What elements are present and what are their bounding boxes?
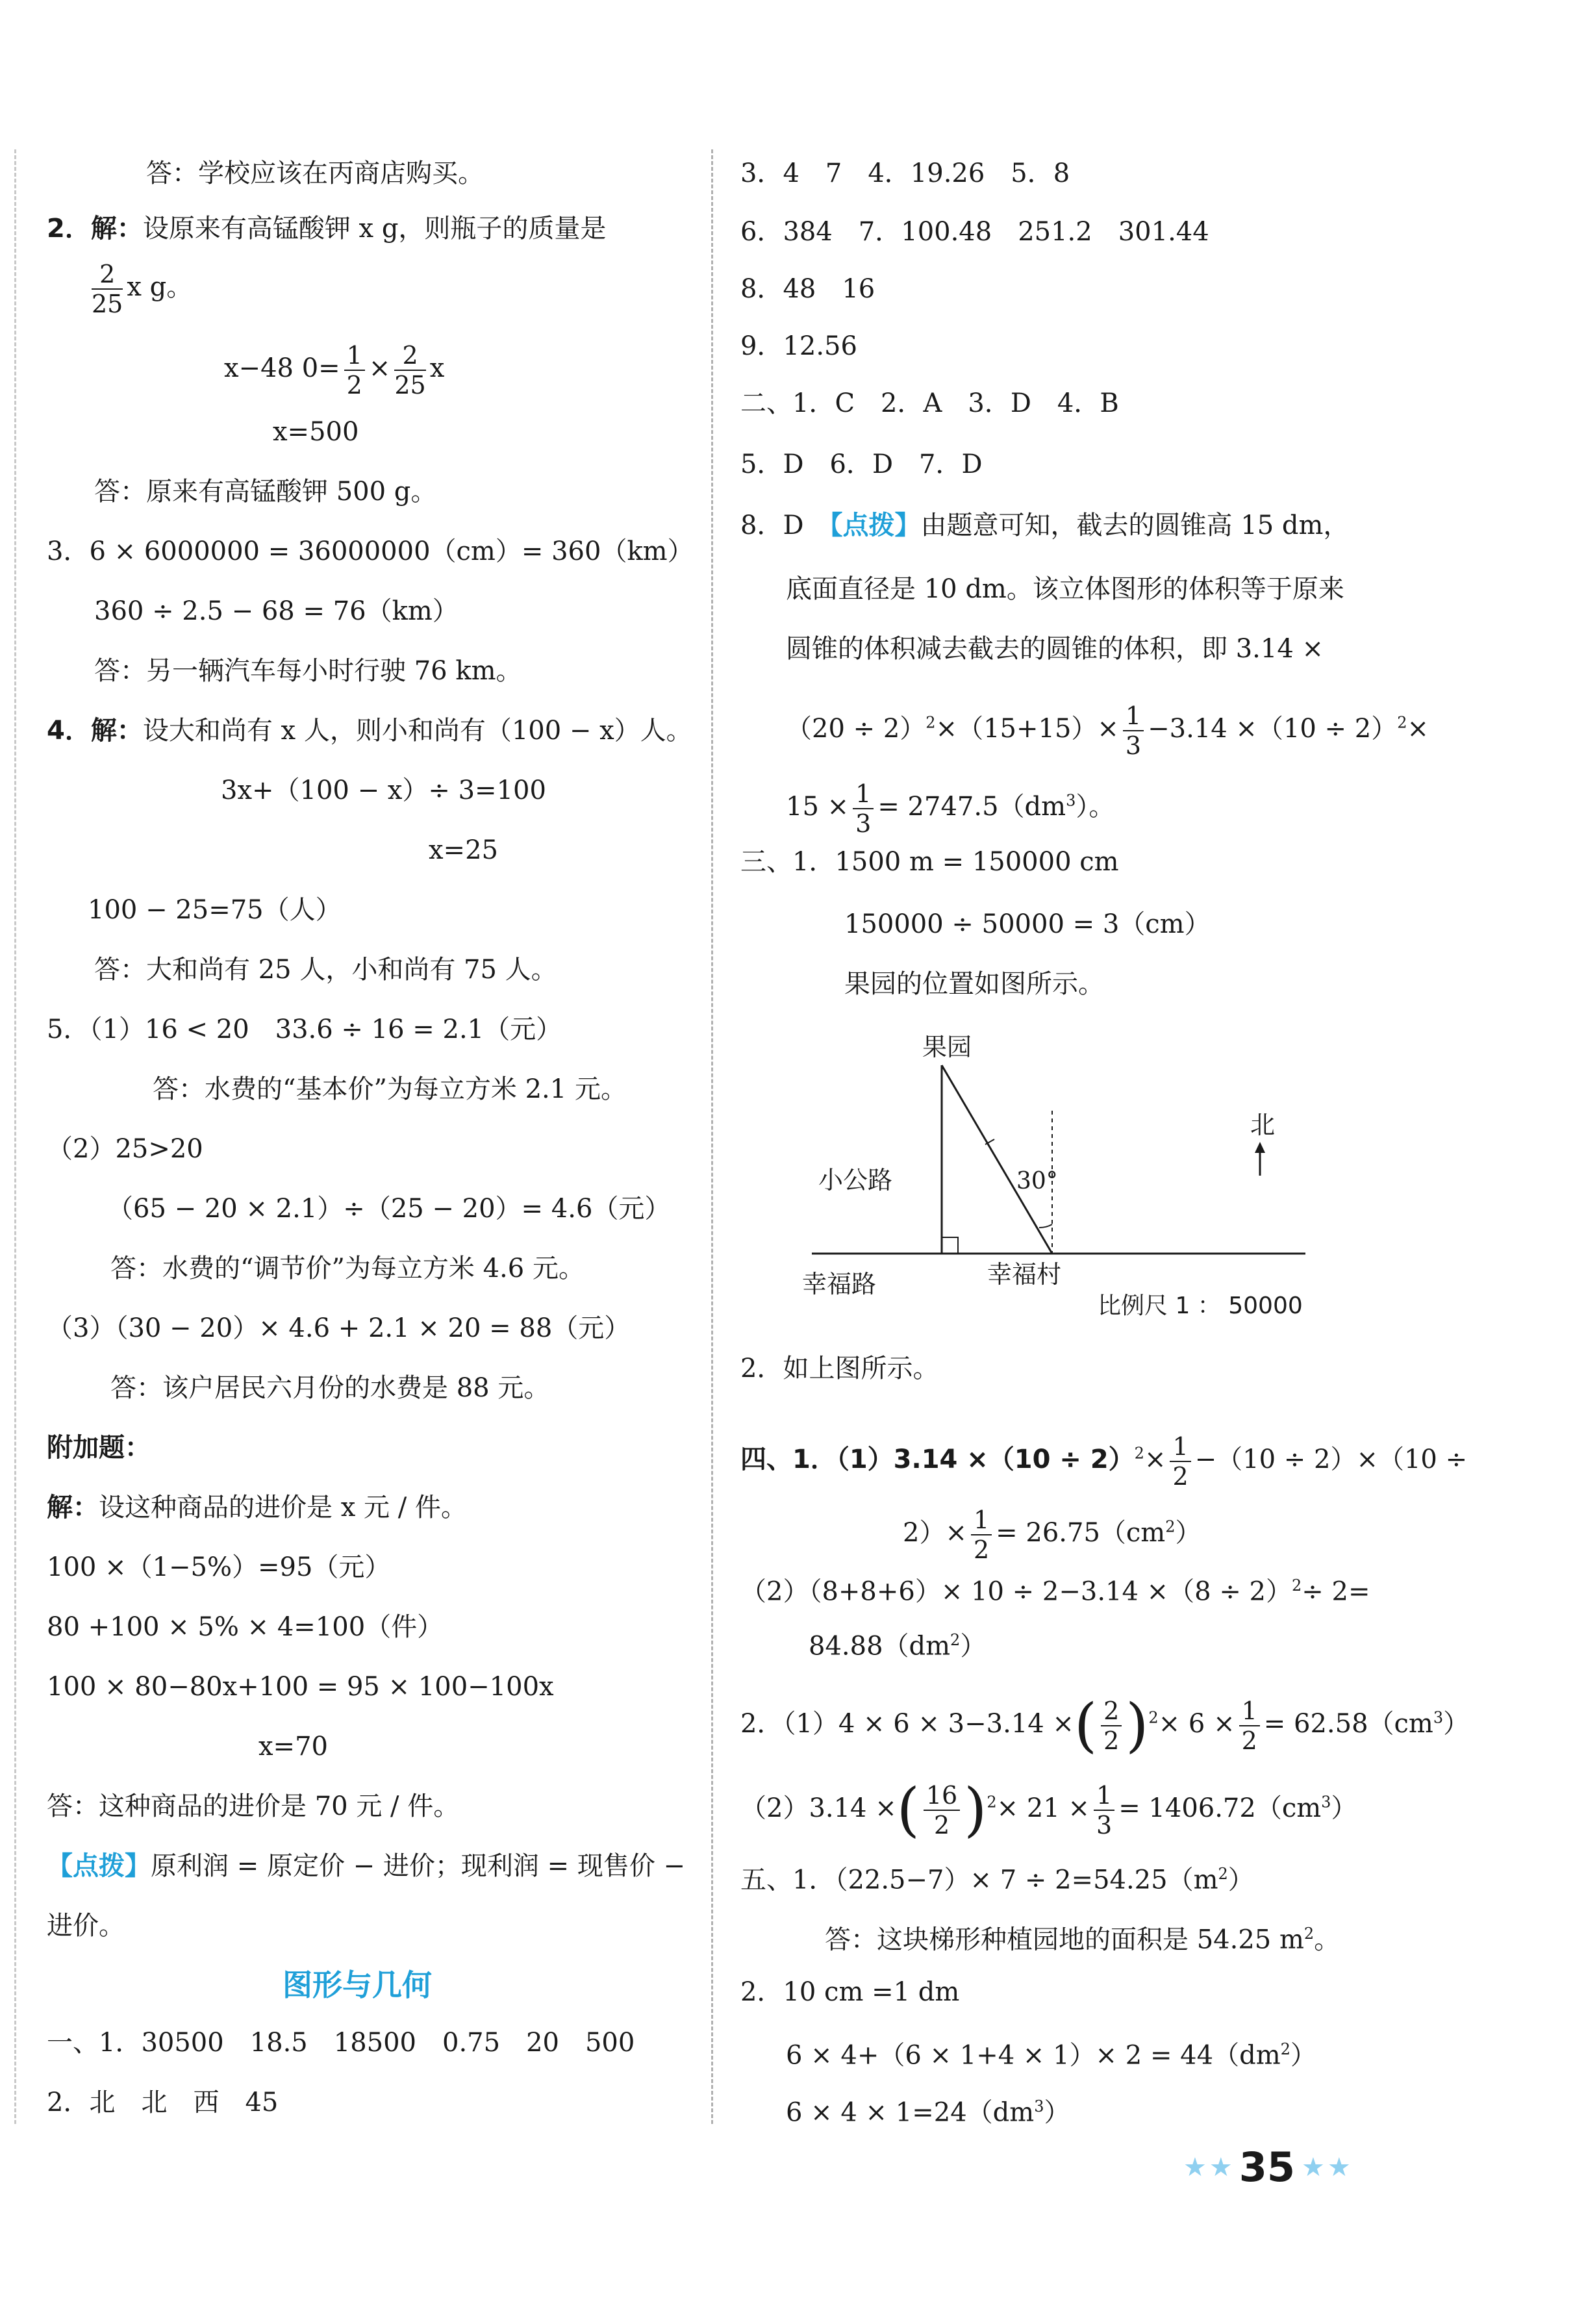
equation-line: 100 − 25=75（人）: [88, 895, 342, 925]
answer-line: 二、1．C 2．A 3．D 4．B: [740, 388, 1119, 418]
formula-line: $(20 \div 2)^2\times(15+15)\times$ $\frac{1}{3}$ $-3.14 \times(10 \div 2)^2\times$: [786, 701, 1429, 760]
page-number: [1182, 2143, 1352, 2191]
formula-line: $84.88(dm^2)$: [809, 1631, 987, 1661]
answer-line: 8．48 16: [740, 274, 875, 304]
hint-label: 【点拨】: [829, 511, 921, 540]
answer-line: 答：另一辆汽车每小时行驶 76 km。: [94, 656, 522, 686]
hint-line: 8．D 【点拨】由题意可知，截去的圆锥高 15 dm，: [740, 511, 1350, 540]
equation-line: x=500: [273, 417, 359, 447]
angle-arc: [1039, 1224, 1052, 1228]
fraction: $\frac{2}{25}$: [92, 260, 123, 318]
star-icon: ★: [1327, 2152, 1351, 2182]
happy-road-label: 幸福路: [802, 1270, 877, 1298]
formula-line: 2）× $\frac{1}{2}$ = $26.75(cm^2)$: [903, 1506, 1202, 1564]
fraction: $\frac{1}{2}$: [1170, 1432, 1190, 1491]
hint-line: 【点拨】原利润 = 原定价 − 进价；现利润 = 现售价 −: [47, 1851, 686, 1881]
formula-line: $6 \times 4+(6 \times 1+4 \times 1)\times 2 = 44(dm^2)$: [786, 2040, 1316, 2071]
hint-label: 【点拨】: [47, 1851, 151, 1881]
problem-2: 2．解：设原来有高锰酸钾 x g，则瓶子的质量是: [47, 214, 607, 244]
small-road-label: 小公路: [818, 1166, 893, 1194]
answer-line: 9．12.56: [740, 331, 857, 361]
north-arrow-head: [1255, 1142, 1265, 1153]
answer-line: 6．384 7．100.48 251.2 301.44: [740, 217, 1209, 247]
equation-line: （3）（30 − 20）× 4.6 + 2.1 × 20 = 88（元）: [47, 1313, 631, 1343]
bonus-solution: 解：设这种商品的进价是 x 元 / 件。: [47, 1493, 467, 1522]
equation-line: x=25: [429, 835, 498, 865]
fraction: $\frac{1}{3}$: [853, 779, 874, 838]
fraction: $\frac{1}{2}$: [971, 1506, 992, 1564]
equation-line: x=70: [258, 1732, 328, 1762]
problem-5: 5．（1）16 < 20 33.6 ÷ 16 = 2.1（元）: [47, 1015, 562, 1044]
bonus-heading: 附加题：: [47, 1433, 151, 1463]
map-figure: [792, 1013, 1325, 1338]
scale-label: 比例尺 1 ： 50000: [1098, 1293, 1303, 1319]
section-title: 图形与几何: [283, 1967, 432, 2002]
solution-label: 2．解：: [47, 214, 143, 244]
hint-line-cont: 圆锥的体积减去截去的圆锥的体积，即 3.14 ×: [786, 634, 1324, 664]
problem-4: 4．解：设大和尚有 x 人，则小和尚有（100 − x）人。: [47, 716, 692, 746]
equation-line: （2）25>20: [47, 1134, 203, 1164]
problem-3: 3．6 × 6000000 = 36000000（cm）= 360（km）: [47, 537, 694, 566]
fraction: $\frac{1}{3}$: [1123, 701, 1144, 760]
formula-line: 四、1．$(1)3.14 \times(10 \div 2)^2\times$ $\frac{1}{2}$ −（10 ÷ 2）×（10 ÷: [740, 1432, 1468, 1491]
fraction: $\frac{16}{2}$: [924, 1781, 960, 1839]
equation-line: 3x+（100 − x）÷ 3=100: [221, 776, 546, 805]
page-number-text: 35: [1239, 2143, 1295, 2191]
answer-line: 5．D 6．D 7．D: [740, 449, 983, 479]
left-margin-dashed-line: [14, 149, 16, 2124]
formula-line: 2．（1）4 × 6 × 3−3.14 ×( $\frac{2}{2}$ )$^2$× 6 × $\frac{1}{2}$ = $62.58(cm^3)$: [740, 1691, 1470, 1760]
answer-line: 果园的位置如图所示。: [844, 969, 1104, 999]
equation-line: 80 +100 × 5% × 4=100（件）: [47, 1612, 444, 1642]
fraction: $\frac{2}{2}$: [1101, 1697, 1122, 1755]
answer-line: 答：水费的“基本价”为每立方米 2.1 元。: [153, 1074, 627, 1104]
formula-line: $(2)(8+8+6)\times 10 \div 2-3.14 \times(8 \div 2)^2\div 2=$: [740, 1576, 1370, 1607]
equation-line: 100 ×（1−5%）=95（元）: [47, 1552, 391, 1582]
answer-line: 3．4 7 4．19.26 5．8: [740, 158, 1070, 188]
answer-line: 答：该户居民六月份的水费是 88 元。: [110, 1373, 550, 1403]
answer-line: 答：原来有高锰酸钾 500 g。: [94, 477, 437, 507]
answer-line: 答：大和尚有 25 人，小和尚有 75 人。: [94, 955, 557, 985]
equation-line: 100 × 80−80x+100 = 95 × 100−100x: [47, 1672, 554, 1702]
equation-line: x−48 0= $\frac{1}{2}$ × $\frac{2}{25}$ x: [224, 341, 445, 399]
column-divider: [711, 149, 713, 2124]
answer-line: 答：这种商品的进价是 70 元 / 件。: [47, 1791, 460, 1821]
answer-line: 答：学校应该在丙商店购买。: [146, 158, 484, 188]
equation-line: 360 ÷ 2.5 − 68 = 76（km）: [94, 596, 459, 626]
equation-line: 150000 ÷ 50000 = 3（cm）: [844, 909, 1211, 939]
angle-label: 30°: [1016, 1168, 1058, 1194]
problem-line: 一、1．30500 18.5 18500 0.75 20 500: [47, 2028, 635, 2058]
formula-line: 五、1．$(22.5-7)\times 7 \div 2=54.25(m^2)$: [740, 1865, 1254, 1895]
hint-line-cont: 底面直径是 10 dm。该立体图形的体积等于原来: [786, 574, 1344, 604]
equation-line: （65 − 20 × 2.1）÷（25 − 20）= 4.6（元）: [107, 1194, 671, 1224]
formula-line: $6 \times 4 \times 1=24(dm^3)$: [786, 2097, 1070, 2128]
formula-line: 15 × $\frac{1}{3}$ = $2747.5(dm^3)$。: [786, 779, 1115, 838]
village-label: 幸福村: [987, 1260, 1062, 1289]
fraction-line: $\frac{2}{25}$ x g。: [92, 260, 193, 318]
hint-line-cont: 进价。: [47, 1911, 125, 1941]
fraction: $\frac{1}{2}$: [344, 341, 365, 399]
formula-line: （2）3.14 ×( $\frac{16}{2}$ )$^2$× 21 × $\frac{1}{3}$ = $1406.72(cm^3)$: [740, 1776, 1357, 1844]
right-angle-mark: [942, 1237, 958, 1254]
north-label: 北: [1250, 1111, 1276, 1139]
fraction: $\frac{2}{25}$: [394, 341, 426, 399]
answer-line: 答：这块梯形种植园地的面积是 54.25 $m^2$。: [825, 1925, 1341, 1955]
star-icon: ★: [1183, 2152, 1207, 2182]
fraction: $\frac{1}{2}$: [1239, 1697, 1260, 1755]
star-icon: ★: [1302, 2152, 1325, 2182]
answer-line: 三、1．1500 m = 150000 cm: [740, 847, 1119, 877]
path-line: [942, 1065, 1052, 1254]
equation-line: 2．10 cm =1 dm: [740, 1977, 960, 2007]
answer-line: 答：水费的“调节价”为每立方米 4.6 元。: [110, 1254, 585, 1283]
orchard-label: 果园: [922, 1033, 972, 1061]
star-icon: ★: [1209, 2152, 1233, 2182]
answer-line: 2．如上图所示。: [740, 1354, 939, 1383]
fraction: $\frac{1}{3}$: [1094, 1781, 1114, 1839]
problem-line: 2．北 北 西 45: [47, 2088, 279, 2117]
